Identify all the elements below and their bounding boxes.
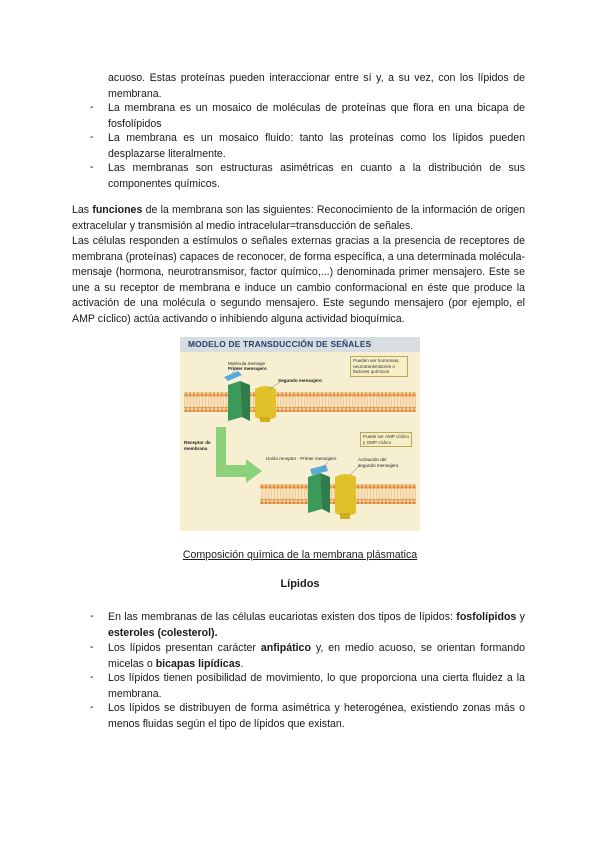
label-receptor-membrana: Receptor de membrana: [184, 440, 211, 451]
note-amp: Puede ser AMP cíclico y GMP cíclico: [360, 432, 412, 447]
label-union-receptor: Unión receptor - Primer mensajero: [266, 456, 337, 461]
first-messenger-shape: [224, 371, 242, 381]
bullet-marker: -: [90, 641, 94, 653]
process-arrow: [216, 427, 262, 483]
receptor-bound-shape: [308, 473, 322, 513]
bullet-marker: -: [90, 161, 94, 173]
bullet-continuation: acuoso. Estas proteínas pueden interaccionar entre sí y, a su vez, con los lípidos de membrana.: [108, 72, 525, 100]
label-primer-mensajero: Primer mensajero: [228, 366, 267, 371]
figure-caption: Composición química de la membrana plásmatica: [182, 549, 418, 561]
cells-paragraph: Las células responden a estímulos o señales externas gracias a la presencia de receptores de membrana (proteínas) capaces de reconocer, de forma específica, a una determinada molécula-mensaje (hormona, neurotransmisor, factor químico,...) denominada primer mensajero. Este se une a su receptor de membrana e induce un cambio conformacional en éste que produce la activación de una molécula o segundo mensajero. Este segundo mensajero (por ejemplo, el AMP cíclico) actúa activando o inhibiendo alguna actividad bioquímica.: [72, 235, 525, 325]
bullet-marker: -: [90, 610, 94, 622]
funciones-bold: funciones: [92, 204, 143, 216]
bullet-text: La membrana es un mosaico de moléculas de proteínas que flora en una bicapa de fosfolípidos: [108, 102, 525, 130]
second-messenger-base: [260, 417, 270, 422]
lipid-bullet: Los lípidos se distribuyen de forma asimétrica y heterogénea, existiendo zonas más o menos fluidas según el tipo de lípidos que existan.: [108, 702, 525, 730]
label-molecula-mensaje: Molécula mensaje: [228, 361, 266, 366]
lipid-bullet: Los lípidos tienen posibilidad de movimiento, lo que proporciona una cierta fluidez a la membrana.: [108, 672, 525, 700]
bullet-marker: -: [90, 701, 94, 713]
bullet-text: La membrana es un mosaico fluido: tanto las proteínas como los lípidos pueden desplazarse literalmente.: [108, 132, 525, 160]
label-segundo-mensajero: Segundo mensajero: [278, 378, 322, 383]
signal-transduction-figure: [180, 337, 420, 531]
funciones-paragraph: Las funciones de la membrana son las siguientes: Reconocimiento de la información de origen extracelular y transmisión al medio intracelular=transducción de señales.: [72, 204, 525, 232]
figure-title: MODELO DE TRANSDUCCIÓN DE SEÑALES: [188, 339, 372, 349]
second-messenger-shape: [255, 386, 276, 420]
upper-membrane: [184, 392, 416, 412]
bullet-marker: -: [90, 131, 94, 143]
section-heading: Lípidos: [280, 578, 320, 590]
lipid-bullet: En las membranas de las células eucariotas existen dos tipos de lípidos: fosfolípidos y esteroles (colesterol).: [108, 611, 525, 639]
bullet-text: Las membranas son estructuras asimétricas en cuanto a la distribución de sus componentes químicos.: [108, 162, 525, 190]
activated-second-messenger-shape: [335, 474, 356, 516]
bullet-marker: -: [90, 101, 94, 113]
note-hormonas: Pueden ser hormonas, neurotransmisores o factores químicos: [350, 356, 408, 377]
label-activacion: Activación del segundo mensajero: [358, 457, 399, 468]
bullet-marker: -: [90, 671, 94, 683]
lipid-bullet: Los lípidos presentan carácter anfipático y, en medio acuoso, se orientan formando micelas o bicapas lipídicas.: [108, 642, 525, 670]
receptor-shape: [228, 381, 242, 421]
